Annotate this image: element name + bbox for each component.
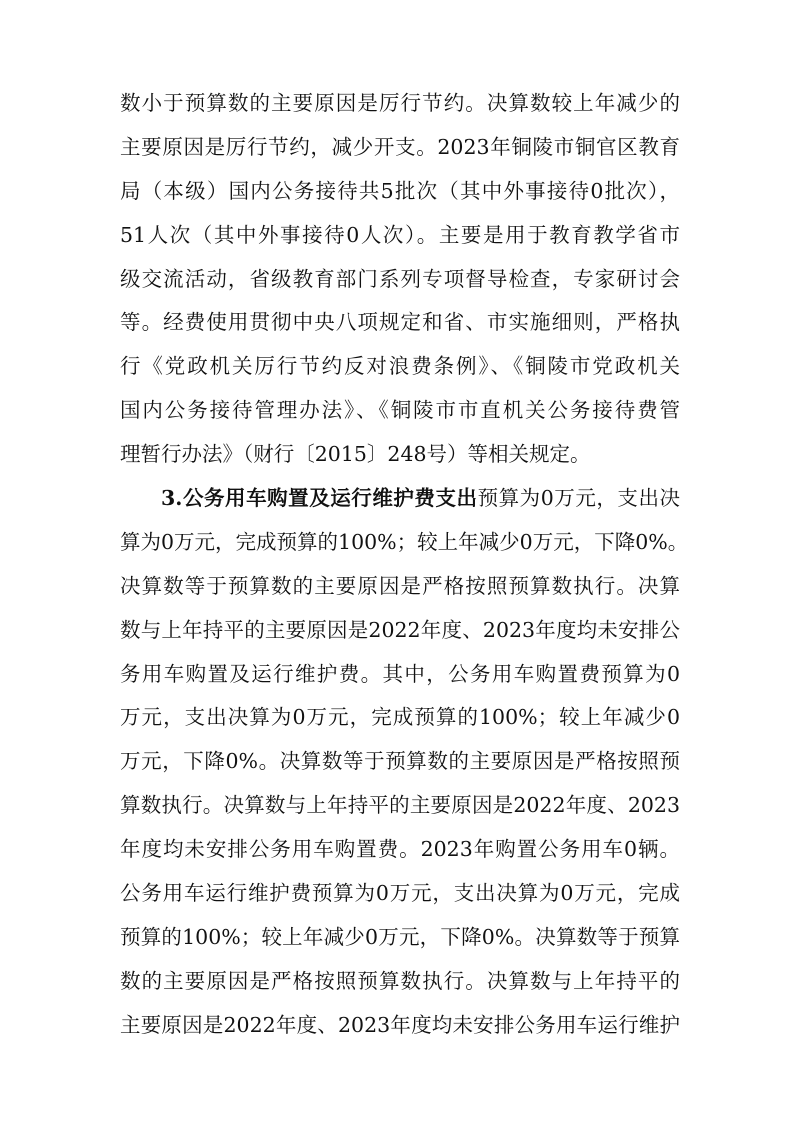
text-line: 主要原因是厉行节约，减少开支。2023年铜陵市铜官区教育 xyxy=(120,134,680,159)
text-line: 级交流活动，省级教育部门系列专项督导检查，专家研讨会 xyxy=(120,266,680,291)
text-line: 等。经费使用贯彻中央八项规定和省、市实施细则，严格执 xyxy=(120,310,680,335)
section-heading-continuation: 预算为0万元，支出决 xyxy=(477,486,680,511)
text-line: 万元，支出决算为0万元，完成预算的100%；较上年减少0 xyxy=(120,705,680,730)
text-line: 年度均未安排公务用车购置费。2023年购置公务用车0辆。 xyxy=(120,837,680,862)
section-heading: 3.公务用车购置及运行维护费支出 xyxy=(161,486,478,511)
text-line: 数的主要原因是严格按照预算数执行。决算数与上年持平的 xyxy=(120,968,680,993)
text-line: 主要原因是2022年度、2023年度均未安排公务用车运行维护 xyxy=(120,1012,680,1037)
text-line: 行《党政机关厉行节约反对浪费条例》、《铜陵市党政机关 xyxy=(120,354,680,379)
text-line: 理暂行办法》（财行〔2015〕248号）等相关规定。 xyxy=(120,442,591,467)
text-line: 数小于预算数的主要原因是厉行节约。决算数较上年减少的 xyxy=(120,91,680,115)
section-heading-line xyxy=(120,477,680,521)
text-line: 务用车购置及运行维护费。其中，公务用车购置费预算为0 xyxy=(120,661,680,686)
text-line: 公务用车运行维护费预算为0万元，支出决算为0万元，完成 xyxy=(120,881,680,906)
body-text xyxy=(120,82,689,1048)
text-line: 算为0万元，完成预算的100%；较上年减少0万元，下降0%。 xyxy=(120,529,689,554)
text-line: 预算的100%；较上年减少0万元，下降0%。决算数等于预算 xyxy=(120,924,680,949)
text-line: 国内公务接待管理办法》、《铜陵市市直机关公务接待费管 xyxy=(120,398,680,423)
text-line: 决算数等于预算数的主要原因是严格按照预算数执行。决算 xyxy=(120,573,680,598)
text-line: 万元，下降0%。决算数等于预算数的主要原因是严格按照预 xyxy=(120,749,680,774)
text-line: 算数执行。决算数与上年持平的主要原因是2022年度、2023 xyxy=(120,793,680,818)
text-line: 数与上年持平的主要原因是2022年度、2023年度均未安排公 xyxy=(120,617,680,642)
text-line: 局（本级）国内公务接待共5批次（其中外事接待0批次）， xyxy=(120,178,680,203)
text-line: 51人次（其中外事接待0人次）。主要是用于教育教学省市 xyxy=(120,222,680,247)
